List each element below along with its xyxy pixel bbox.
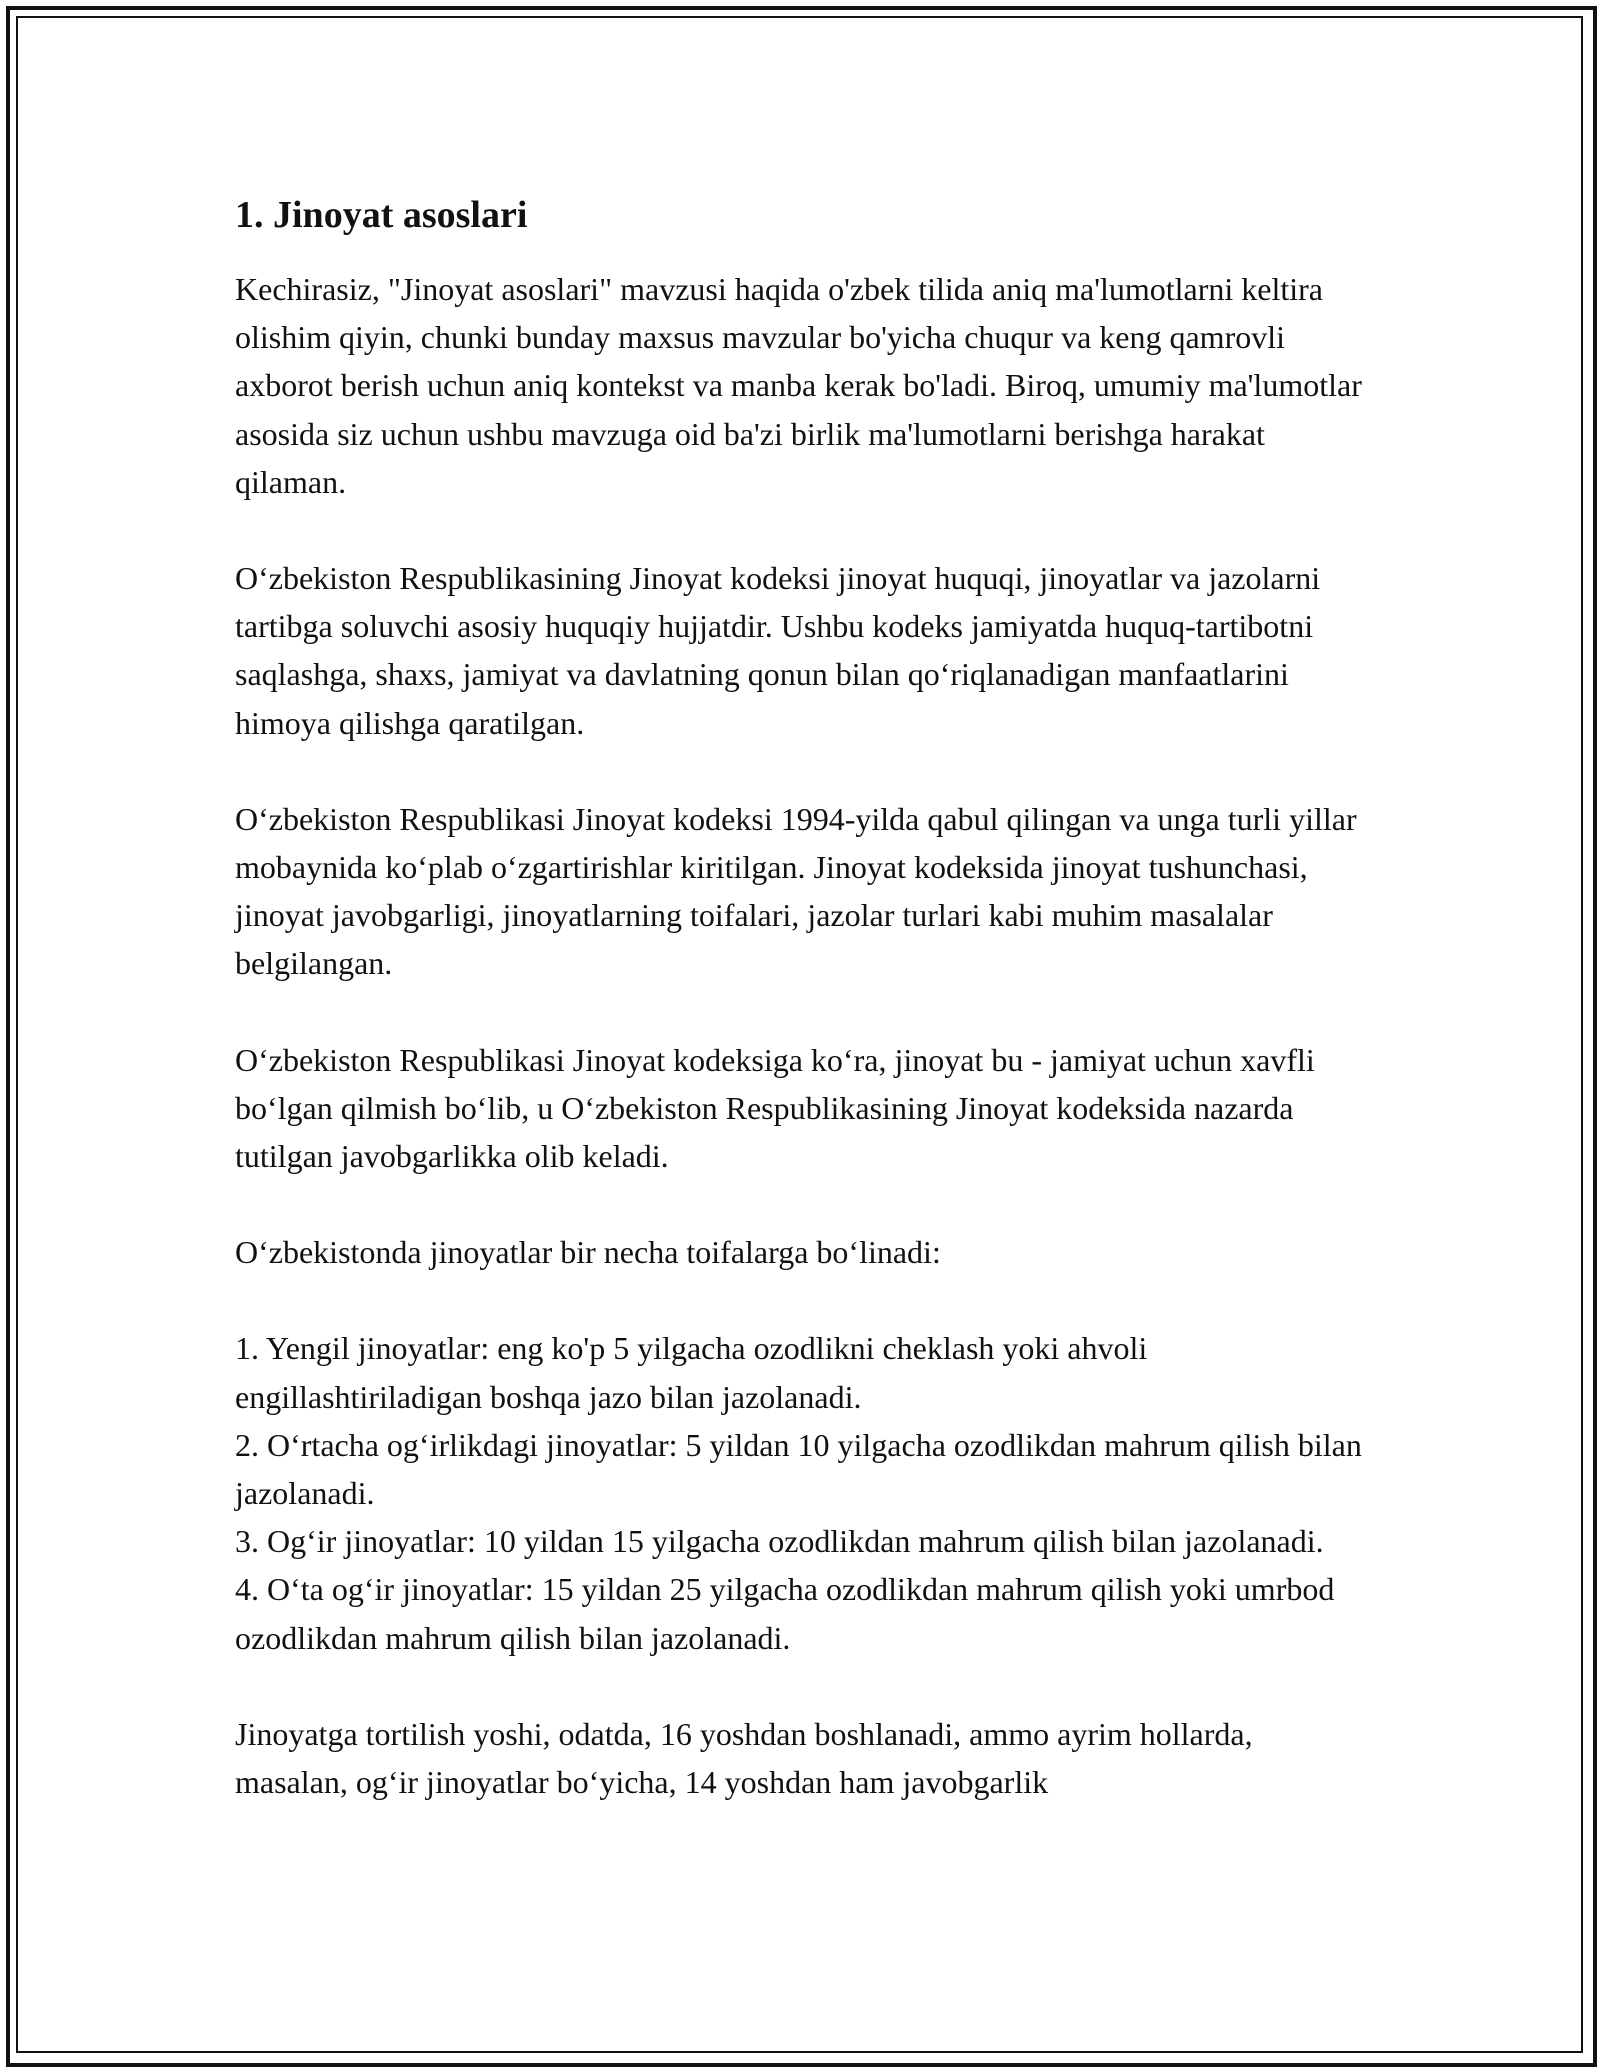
list-item: 4. O‘ta og‘ir jinoyatlar: 15 yildan 25 yilgacha ozodlikdan mahrum qilish yoki umrbod ozodlikdan mahrum qilish bilan jazolanadi. [235, 1571, 1335, 1656]
document-body [235, 185, 1370, 1854]
paragraph-crime-definition: O‘zbekiston Respublikasi Jinoyat kodeksiga ko‘ra, jinoyat bu - jamiyat uchun xavfli bo‘lgan qilmish bo‘lib, u O‘zbekiston Respublikasining Jinoyat kodeksida nazarda tutilgan javobgarlikka olib keladi. [235, 1041, 1315, 1175]
list-item: 3. Og‘ir jinoyatlar: 10 yildan 15 yilgacha ozodlikdan mahrum qilish bilan jazolanadi. [235, 1523, 1324, 1560]
section-heading: 1. Jinoyat asoslari [235, 194, 528, 236]
paragraph-age-of-liability: Jinoyatga tortilish yoshi, odatda, 16 yoshdan boshlanadi, ammo ayrim hollarda, masalan, og‘ir jinoyatlar bo‘yicha, 14 yoshdan ham javobgarlik [235, 1715, 1253, 1801]
paragraph-categories-intro: O‘zbekistonda jinoyatlar bir necha toifalarga bo‘linadi: [235, 1234, 941, 1271]
paragraph-criminal-code: O‘zbekiston Respublikasining Jinoyat kodeksi jinoyat huquqi, jinoyatlar va jazolarni tartibga soluvchi asosiy huquqiy hujjatdir. Ushbu kodeks jamiyatda huquq-tartibotni saqlashga, shaxs, jamiyat va davlatning qonun bilan qo‘riqlanadigan manfaatlarini himoya qilishga qaratilgan. [235, 560, 1321, 741]
list-item: 2. O‘rtacha og‘irlikdagi jinoyatlar: 5 yildan 10 yilgacha ozodlikdan mahrum qilish bilan jazolanadi. [235, 1426, 1362, 1512]
paragraph-code-history: O‘zbekiston Respublikasi Jinoyat kodeksi 1994-yilda qabul qilingan va unga turli yillar mobaynida ko‘plab o‘zgartirishlar kiritilgan. Jinoyat kodeksida jinoyat tushunchasi, jinoyat javobgarligi, jinoyatlarning toifalari, jazolar turlari kabi muhim masalalar belgilangan. [235, 800, 1357, 982]
crime-categories-list [235, 1324, 1370, 1661]
paragraph-intro: Kechirasiz, "Jinoyat asoslari" mavzusi haqida o'zbek tilida aniq ma'lumotlarni keltira olishim qiyin, chunki bunday maxsus mavzular bo'yicha chuqur va keng qamrovli axborot berish uchun aniq kontekst va manba kerak bo'ladi. Biroq, umumiy ma'lumotlar asosida siz uchun ushbu mavzuga oid ba'zi birlik ma'lumotlarni berishga harakat qilaman. [235, 271, 1362, 500]
list-item: 1. Yengil jinoyatlar: eng ko'p 5 yilgacha ozodlikni cheklash yoki ahvoli engillashtiriladigan boshqa jazo bilan jazolanadi. [235, 1330, 1148, 1415]
